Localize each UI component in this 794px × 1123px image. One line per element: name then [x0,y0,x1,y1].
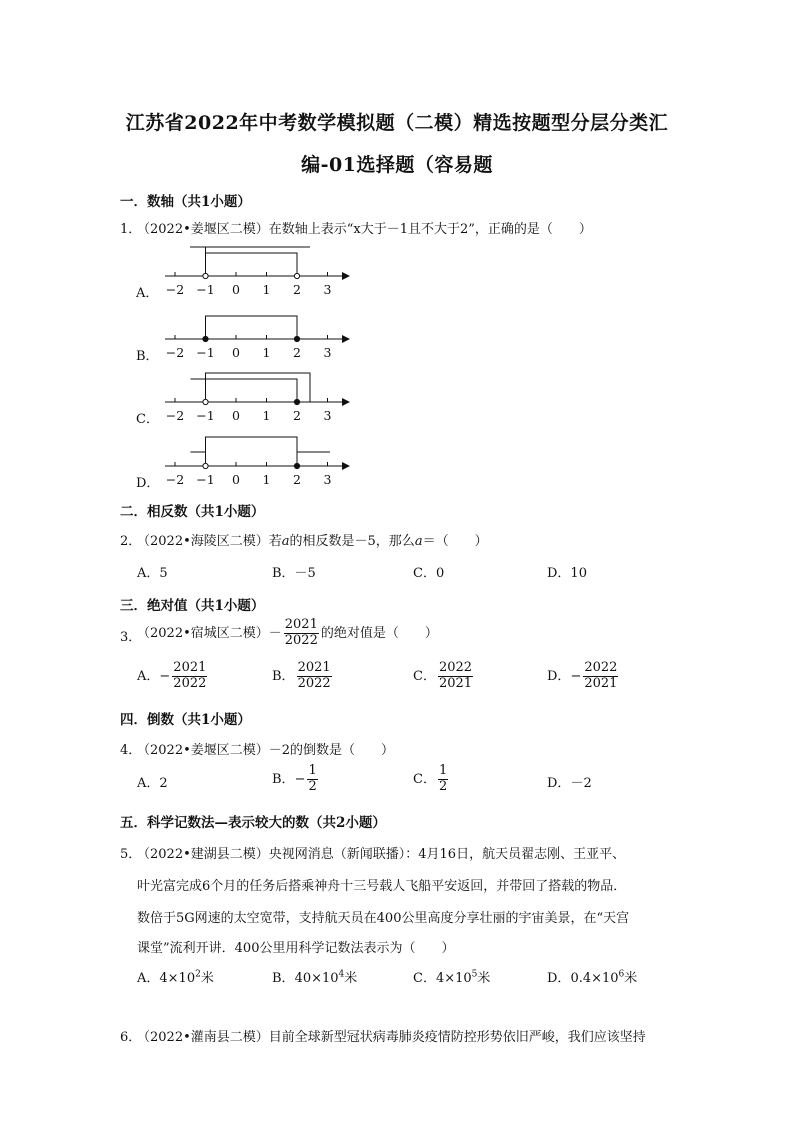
question-6-number: 6． [120,1030,142,1045]
page-title: 江苏省2022年中考数学模拟题（二模）精选按题型分层分类汇 [125,112,669,134]
open-circle-icon [203,463,208,468]
question-5-line-4: 课堂”流利开讲．400公里用科学记数法表示为（ ） [137,941,455,956]
closed-circle-icon [203,336,208,341]
question-1-number: 1． [120,222,142,237]
question-4-text: （2022•姜堰区二模）－2的倒数是（ ） [137,743,395,758]
q4-option-a[interactable]: A．2 [137,776,168,791]
range-bracket [206,373,311,402]
fraction: $\frac{2021}{2022}$ [284,617,318,648]
q2-option-c[interactable]: C．0 [413,566,445,581]
axis-arrow-icon [342,398,350,406]
q3-option-a[interactable]: A．− $\frac{2021}{2022}$ [137,660,207,691]
axis-tick-label: 1 [262,408,271,423]
q3-option-d[interactable]: D．− $\frac{2022}{2021}$ [547,660,618,691]
q3-option-c[interactable]: C． $\frac{2022}{2021}$ [413,660,473,691]
axis-arrow-icon [342,335,350,343]
q1-option-label[interactable]: D． [136,476,160,491]
axis-tick-label: 3 [323,345,332,360]
axis-tick-label: 0 [232,408,240,423]
number-line-option-d [0,430,360,492]
open-circle-icon [203,399,208,404]
axis-tick-label: −2 [165,282,185,297]
closed-circle-icon [294,399,299,404]
q1-option-label[interactable]: C． [136,412,159,427]
question-5-line-3: 数倍于5G网速的太空宽带，支持航天员在400公里高度分享壮丽的宇宙美景，在“天宫 [137,911,630,926]
q5-option-c[interactable]: C．$4\times 10^5$米 [413,969,491,986]
axis-tick-label: 2 [293,345,301,360]
question-2-number: 2． [120,534,142,549]
closed-circle-icon [294,336,299,341]
question-5-number: 5． [120,847,142,862]
range-bracket [191,379,298,402]
section-heading-reciprocal: 四．倒数（共1小题） [120,712,251,728]
section-heading-number-line: 一．数轴（共1小题） [120,194,251,210]
number-line-option-a [0,240,360,302]
axis-tick-label: 3 [323,282,332,297]
question-4-number: 4． [120,743,142,758]
axis-tick-label: 2 [293,408,301,423]
axis-tick-label: −1 [196,472,215,487]
q5-option-d[interactable]: D．$0.4\times 10^6$米 [547,969,638,986]
q5-option-b[interactable]: B．$40\times 10^4$米 [272,969,358,986]
question-3-text: （2022•宿城区二模）－ $\frac{2021}{2022}$ 的绝对值是（ ） [137,617,438,648]
q4-option-d[interactable]: D．－2 [547,776,592,791]
question-6-text: （2022•灌南县二模）目前全球新型冠状病毒肺炎疫情防控形势依旧严峻，我们应该坚持 [137,1030,646,1045]
q4-option-b[interactable]: B．− $\frac{1}{2}$ [272,763,317,794]
closed-circle-icon [294,463,299,468]
axis-tick-label: 0 [232,282,240,297]
q1-option-label[interactable]: A． [136,286,159,301]
question-2-text: （2022•海陵区二模）若a的相反数是－5，那么a＝（ ） [137,534,488,549]
open-circle-icon [203,273,208,278]
axis-tick-label: −2 [165,345,185,360]
axis-tick-label: 0 [232,345,240,360]
question-5-line-2: 叶光富完成6个月的任务后搭乘神舟十三号载人飞船平安返回，并带回了搭载的物品． [137,879,627,894]
axis-tick-label: −1 [196,282,215,297]
section-heading-scientific-notation: 五．科学记数法—表示较大的数（共2小题） [120,815,386,831]
range-bracket [206,253,298,276]
section-heading-absolute-value: 三．绝对值（共1小题） [120,598,265,614]
open-circle-icon [294,273,299,278]
q2-option-d[interactable]: D．10 [547,566,587,581]
axis-tick-label: 1 [262,472,271,487]
axis-arrow-icon [342,272,350,280]
axis-tick-label: −2 [165,408,185,423]
variable-a: a [414,534,423,549]
q2-option-a[interactable]: A．5 [137,566,168,581]
section-heading-opposite: 二．相反数（共1小题） [120,504,265,520]
q5-option-a[interactable]: A．$4\times 10^2$米 [137,969,214,986]
axis-tick-label: 2 [293,472,301,487]
range-bracket [206,316,298,339]
page-subtitle: 编-01选择题（容易题 [301,154,493,176]
axis-tick-label: 2 [293,282,301,297]
number-line-option-c [0,366,360,428]
question-5-line-1: （2022•建湖县二模）央视网消息（新闻联播）：4月16日，航天员翟志刚、王亚平、 [137,847,626,862]
axis-tick-label: −2 [165,472,185,487]
q4-option-c[interactable]: C． $\frac{1}{2}$ [413,763,448,794]
q1-option-label[interactable]: B． [136,349,159,364]
axis-tick-label: 3 [323,408,332,423]
q3-option-b[interactable]: B． $\frac{2021}{2022}$ [272,660,331,691]
axis-tick-label: 3 [323,472,332,487]
question-3-number: 3． [120,630,142,645]
axis-tick-label: 1 [262,282,271,297]
axis-arrow-icon [342,462,350,470]
range-bracket [206,437,298,466]
q2-option-b[interactable]: B．－5 [272,566,316,581]
variable-a: a [281,534,290,549]
axis-tick-label: 1 [262,345,271,360]
axis-tick-label: −1 [196,408,215,423]
axis-tick-label: −1 [196,345,215,360]
number-line-option-b [0,303,360,365]
axis-tick-label: 0 [232,472,240,487]
question-1-text: （2022•姜堰区二模）在数轴上表示“x大于－1且不大于2”，正确的是（ ） [137,222,592,237]
